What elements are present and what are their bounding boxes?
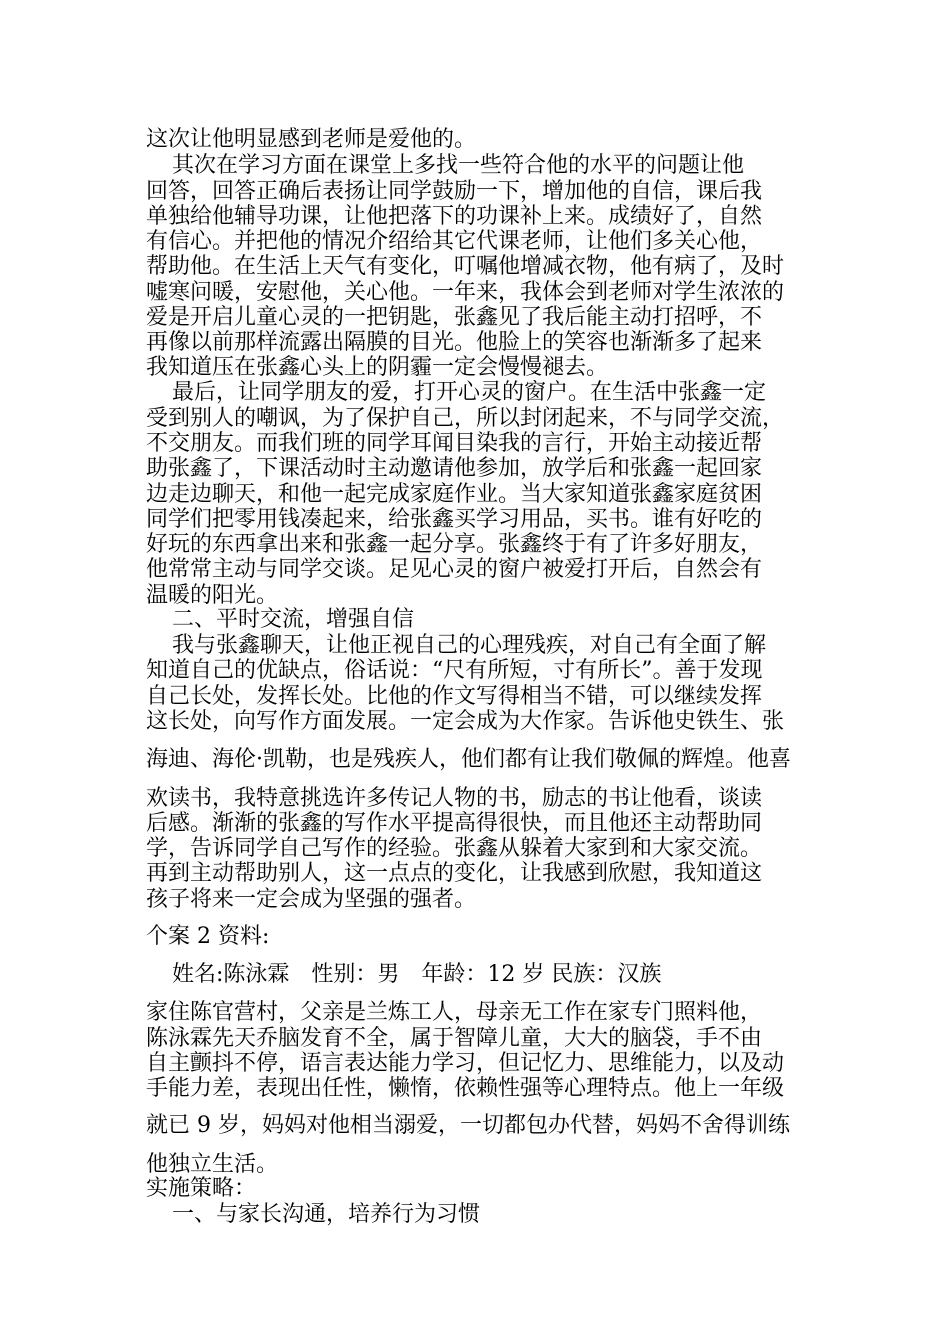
text-line: 嘘寒问暖，安慰他，关心他。一年来，我体会到老师对学生浓浓的 [146,280,785,305]
paragraph-start-line: 最后，让同学朋友的爱，打开心灵的窗户。在生活中张鑫一定 [172,380,767,405]
text-line: 回答，回答正确后表扬让同学鼓励一下，增加他的自信，课后我 [146,179,763,204]
text-line: 后感。渐渐的张鑫的写作水平提高得很快，而且他还主动帮助同 [146,811,763,836]
text-line: 有信心。并把他的情况介绍给其它代课老师，让他们多关心他， [146,229,763,254]
text-line: 助张鑫了，下课活动时主动邀请他参加，放学后和张鑫一起回家 [146,456,763,481]
text-line: 孩子将来一定会成为坚强的强者。 [146,887,477,912]
text-line: 知道自己的优缺点，俗话说：“尺有所短，寸有所长”。善于发现 [146,658,763,683]
text-line: 自主颤抖不停，语言表达能力学习，但记忆力、思维能力，以及动 [146,1051,785,1076]
text-line: 帮助他。在生活上天气有变化，叮嘱他增减衣物，他有病了，及时 [146,254,785,279]
text-line: 单独给他辅导功课，让他把落下的功课补上来。成绩好了，自然 [146,204,763,229]
text-line: 爱是开启儿童心灵的一把钥匙，张鑫见了我后能主动打招呼，不 [146,305,763,330]
text-line: 这次让他明显感到老师是爱他的。 [146,127,477,152]
text-line: 自己长处，发挥长处。比他的作文写得相当不错，可以继续发挥 [146,684,763,709]
text-line: 海迪、海伦·凯勒，也是残疾人，他们都有让我们敬佩的辉煌。他喜 [146,747,791,772]
section-heading: 二、平时交流，增强自信 [172,607,415,632]
case-heading: 个案 2 资料: [146,924,270,949]
text-line: 他常常主动与同学交谈。足见心灵的窗户被爱打开后，自然会有 [146,557,763,582]
text-line: 他独立生活。 [146,1152,279,1177]
text-line: 陈泳霖先天乔脑发育不全，属于智障儿童，大大的脑袋，手不由 [146,1026,763,1051]
text-line: 边走边聊天，和他一起完成家庭作业。当大家知道张鑫家庭贫困 [146,482,763,507]
text-line: 欢读书，我特意挑选许多传记人物的书，励志的书让他看，谈读 [146,786,763,811]
section-heading: 实施策略： [146,1176,257,1201]
text-line: 就已 9 岁，妈妈对他相当溺爱，一切都包办代替，妈妈不舍得训练 [146,1113,790,1138]
text-line: 再到主动帮助别人，这一点点的变化，让我感到欣慰，我知道这 [146,861,763,886]
text-line: 再像以前那样流露出隔膜的目光。他脸上的笑容也渐渐多了起来 [146,330,763,355]
text-line: 温暖的阳光。 [146,583,279,608]
text-line: 受到别人的嘲讽，为了保护自己，所以封闭起来，不与同学交流， [146,406,785,431]
paragraph-start-line: 其次在学习方面在课堂上多找一些符合他的水平的问题让他 [172,153,745,178]
section-heading: 一、与家长沟通，培养行为习惯 [172,1202,481,1227]
text-line: 学，告诉同学自己写作的经验。张鑫从躲着大家到和大家交流。 [146,836,763,861]
text-line: 好玩的东西拿出来和张鑫一起分享。张鑫终于有了许多好朋友， [146,532,763,557]
text-line: 不交朋友。而我们班的同学耳闻目染我的言行，开始主动接近帮 [146,431,763,456]
text-line: 家住陈官营村，父亲是兰炼工人，母亲无工作在家专门照料他， [146,1000,763,1025]
text-line: 同学们把零用钱凑起来，给张鑫买学习用品，买书。谁有好吃的 [146,507,763,532]
case-profile-line: 姓名:陈泳霖 性别：男 年龄：12 岁 民族：汉族 [172,962,662,987]
text-line: 这长处，向写作方面发展。一定会成为大作家。告诉他史铁生、张 [146,709,785,734]
paragraph-start-line: 我与张鑫聊天，让他正视自己的心理残疾，对自己有全面了解 [172,633,767,658]
text-line: 我知道压在张鑫心头上的阴霾一定会慢慢褪去。 [146,355,609,380]
text-line: 手能力差，表现出任性，懒惰，依赖性强等心理特点。他上一年级 [146,1076,785,1101]
